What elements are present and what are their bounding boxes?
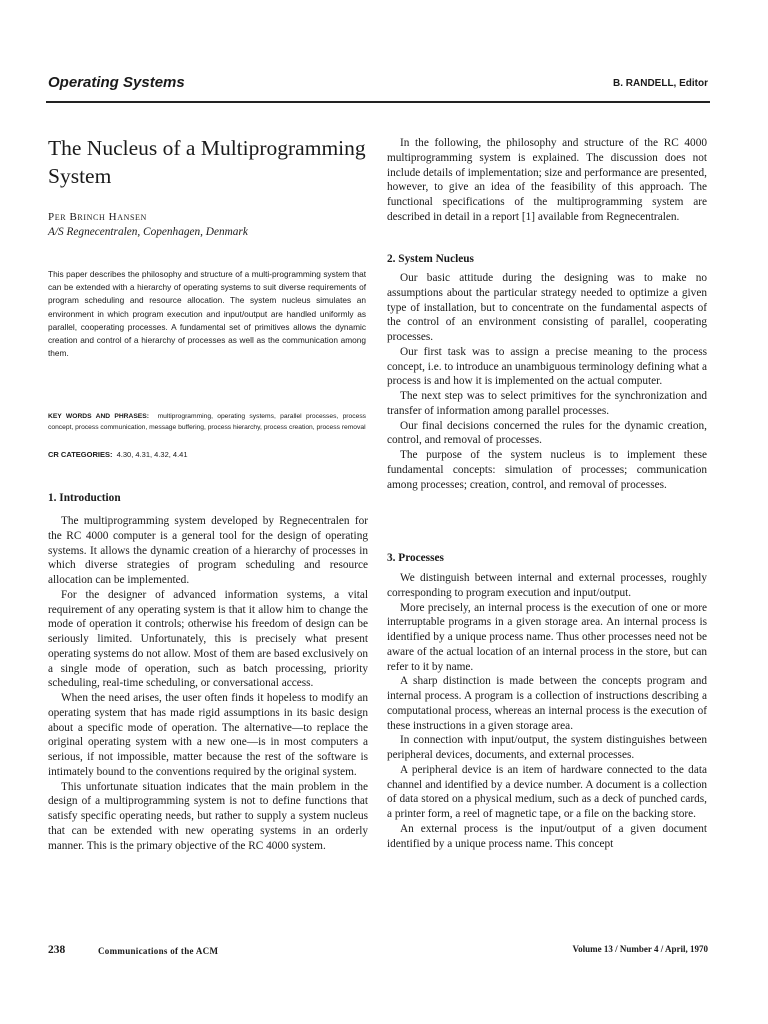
- keywords-text: multiprogramming, operating systems, parallel processes, process concept, process communication, message buffering, process hierarchy, process creation, process removal: [48, 413, 367, 431]
- page-number: 238: [48, 944, 66, 956]
- cr-categories: [48, 450, 188, 459]
- editor-label: B. RANDELL, Editor: [613, 78, 708, 89]
- paragraph: Our first task was to assign a precise meaning to the process concept, i.e. to introduce an unambiguous terminology defining what a process is and how it is implemented on the actual computer.: [387, 345, 707, 388]
- paragraph: We distinguish between internal and external processes, roughly corresponding to program execution and input/output.: [387, 572, 707, 599]
- nucleus-body: [387, 271, 707, 492]
- paragraph: This unfortunate situation indicates that the main problem in the design of a multiprogramming system is not to define functions that satisfy specific operating needs, but rather to supply a system nucleus that can be extended with new operating systems in an orderly manner. This is the primary objective of the RC 4000 system.: [48, 780, 368, 852]
- journal-name: Communications of the ACM: [98, 946, 219, 956]
- paper-title: The Nucleus of a Multiprogramming System: [48, 136, 366, 188]
- author-affiliation: A/S Regnecentralen, Copenhagen, Denmark: [48, 226, 248, 238]
- header-rule: [46, 101, 710, 103]
- abstract: This paper describes the philosophy and structure of a multi-programming system that can be extended with a hierarchy of operating systems to suit diverse requirements of program scheduling and resource allocation. The system nucleus simulates an environment in which program execution and input/output are handled uniformly as parallel, cooperating processes. A fundamental set of primitives allows the dynamic creation and control of a hierarchy of processes as well as the communication among them.: [48, 269, 366, 359]
- paragraph: Our final decisions concerned the rules for the dynamic creation, control, and removal of processes.: [387, 419, 707, 447]
- paragraph: A peripheral device is an item of hardware connected to the data channel and identified by a device number. A document is a collection of data stored on a physical medium, such as a deck of punched cards, a printer form, a reel of magnetic tape, or a file on the backing store.: [387, 763, 707, 820]
- volume-info: Volume 13 / Number 4 / April, 1970: [572, 944, 708, 954]
- paragraph: An external process is the input/output of a given document identified by a unique process name. This concept: [387, 822, 707, 850]
- paragraph: For the designer of advanced information systems, a vital requirement of any operating system is that it allow him to change the mode of operation it controls; otherwise his freedom of design can be seriously limited. Unfortunately, this is precisely what present operating systems do not allow. Most of them are based exclusively on a single mode of operation, such as batch processing, priority scheduling, real-time scheduling, or conversational access.: [48, 588, 368, 690]
- nucleus-heading: 2. System Nucleus: [387, 253, 474, 265]
- right-intro: [387, 136, 707, 225]
- paragraph: In the following, the philosophy and structure of the RC 4000 multiprogramming system is explained. The discussion does not include details of implementation; size and performance are presented, however, to give an idea of the feasibility of this approach. The functional specifications of the multiprogramming system are described in detail in a report [1] available from Regnecentralen.: [387, 137, 707, 223]
- paragraph: When the need arises, the user often finds it hopeless to modify an operating system that has made rigid assumptions in its basic design about a specific mode of operation. The alternative—to replace the original operating system with a new one—is in most computers a serious, if not impossible, matter because the rest of the software is intimately bound to the conventions required by the original system.: [48, 692, 368, 778]
- cr-label: CR CATEGORIES:: [48, 450, 113, 459]
- author-name: Per Brinch Hansen: [48, 211, 147, 223]
- paragraph: In connection with input/output, the system distinguishes between peripheral devices, documents, and external processes.: [387, 734, 707, 761]
- intro-body: [48, 514, 368, 853]
- keywords-label: KEY WORDS AND PHRASES:: [48, 413, 149, 420]
- cr-values: 4.30, 4.31, 4.32, 4.41: [116, 450, 188, 459]
- section-header-label: Operating Systems: [48, 74, 185, 91]
- keywords: [48, 411, 366, 433]
- paragraph: The multiprogramming system developed by Regnecentralen for the RC 4000 computer is a general tool for the design of operating systems. It allows the dynamic creation of a hierarchy of processes in which diverse strategies of program scheduling and resource allocation can be implemented.: [48, 515, 368, 586]
- intro-heading: 1. Introduction: [48, 492, 121, 504]
- paragraph: More precisely, an internal process is the execution of one or more interruptable programs in a given storage area. An internal process is identified by a unique process name. Thus other processes need not be aware of the actual location of an internal process in the store, but can refer to it by name.: [387, 601, 707, 673]
- processes-body: [387, 571, 707, 851]
- processes-heading: 3. Processes: [387, 552, 444, 564]
- paragraph: Our basic attitude during the designing was to make no assumptions about the particular strategy needed to optimize a given type of installation, but to concentrate on the fundamental aspects of the control of an environment consisting of parallel, cooperating processes.: [387, 272, 707, 343]
- paragraph: The next step was to select primitives for the synchronization and transfer of information among parallel processes.: [387, 390, 707, 417]
- paragraph: The purpose of the system nucleus is to implement these fundamental concepts: simulation of processes; communication among processes; creation, control, and removal of processes.: [387, 449, 707, 491]
- paragraph: A sharp distinction is made between the concepts program and internal process. A program is a collection of instructions describing a computational process, whereas an internal process is the execution of these instructions in a given storage area.: [387, 675, 707, 732]
